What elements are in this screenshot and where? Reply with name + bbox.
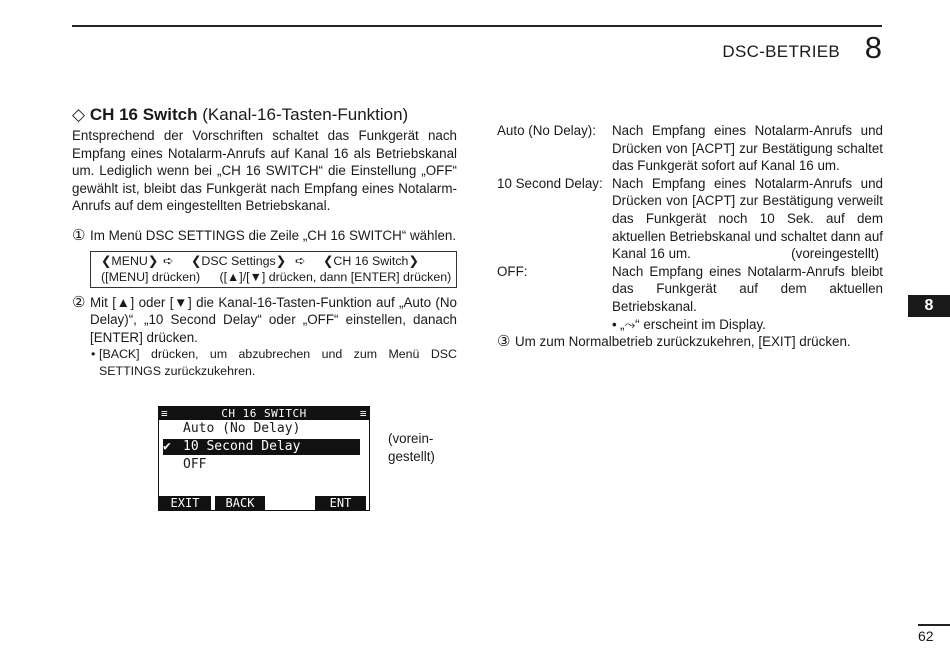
menu-path-box bbox=[90, 251, 457, 288]
option-desc: Nach Empfang eines Notalarm-Anrufs bleibt das Funkgerät auf dem aktuellen Betriebskanal. bbox=[612, 263, 883, 314]
off-bullet bbox=[612, 316, 883, 334]
menu-icon: ≡ bbox=[161, 407, 169, 420]
lcd-title: CH 16 SWITCH bbox=[221, 407, 307, 420]
preset-label: (voreingestellt) bbox=[791, 246, 879, 262]
lcd-softkeys bbox=[159, 496, 369, 510]
menu-icon: ≡ bbox=[359, 407, 367, 420]
checkmark-icon: ✔ bbox=[163, 439, 171, 454]
menu-action: ([MENU] drücken) bbox=[101, 269, 201, 284]
step-number: ① bbox=[72, 226, 86, 244]
softkey-ent: ENT bbox=[315, 496, 366, 510]
preset-note: (vorein- gestellt) bbox=[388, 431, 435, 464]
note-text: [BACK] drücken, um abzubrechen und zum Menü DSC SETTINGS zurückzukehren. bbox=[99, 347, 457, 378]
step-number: ③ bbox=[497, 333, 511, 351]
step-2-note bbox=[91, 346, 457, 379]
step-text: Um zum Normalbetrieb zurückzukehren, [EXIT] drücken. bbox=[515, 334, 851, 350]
softkey-back: BACK bbox=[215, 496, 265, 510]
option-desc: Nach Empfang eines Notalarm-Anrufs und Drücken von [ACPT] zur Bestätigung verweilt das Funkgerät noch 10 Sek. auf dem aktuellen Betriebskanal und schaltet dann auf Kanal 16 um. (voreingestellt) bbox=[612, 175, 883, 262]
menu-path-row bbox=[101, 253, 450, 269]
step-text: Im Menü DSC SETTINGS die Zeile „CH 16 SWITCH“ wählen. bbox=[90, 227, 457, 243]
lcd-option: OFF bbox=[183, 457, 207, 472]
option-auto bbox=[497, 122, 883, 175]
chapter-tab: 8 bbox=[908, 295, 950, 317]
step-number: ② bbox=[72, 293, 86, 311]
arrow-icon: ➪ bbox=[295, 253, 306, 268]
chapter-title: DSC-BETRIEB bbox=[722, 42, 840, 61]
step-3 bbox=[497, 333, 883, 351]
lcd-option-selected: ✔ 10 Second Delay bbox=[163, 439, 360, 455]
menu-item: ❮MENU❯ bbox=[101, 253, 159, 268]
menu-item: ❮DSC Settings❯ bbox=[191, 253, 287, 268]
lcd-screen bbox=[158, 406, 370, 511]
section-title-bold: CH 16 Switch bbox=[89, 105, 198, 124]
menu-action: ([▲]/[▼] drücken, dann [ENTER] drücken) bbox=[219, 269, 452, 284]
step-1 bbox=[72, 227, 457, 245]
left-column bbox=[72, 104, 457, 379]
section-title bbox=[72, 104, 457, 126]
off-bullet-text: „⤳“ erscheint im Display. bbox=[620, 316, 766, 332]
right-column bbox=[497, 122, 883, 351]
header-rule bbox=[72, 25, 882, 27]
page-number: 62 bbox=[918, 628, 934, 644]
section-title-rest: (Kanal-16-Tasten-Funktion) bbox=[197, 105, 409, 124]
chapter-number: 8 bbox=[864, 30, 882, 65]
lcd-title-bar bbox=[159, 407, 369, 420]
option-10s bbox=[497, 175, 883, 263]
arrow-icon: ➪ bbox=[163, 253, 174, 268]
diamond-icon: ◇ bbox=[72, 105, 86, 124]
menu-action-row bbox=[101, 269, 450, 285]
bullet: • bbox=[91, 347, 96, 362]
step-2 bbox=[72, 294, 457, 347]
intro-paragraph: Entsprechend der Vorschriften schaltet das Funkgerät nach Empfang eines Notalarm-Anrufs auf Kanal 16 als Betriebskanal um. Lediglich wenn bei „CH 16 SWITCH“ die Einstellung „OFF“ gewählt ist, bleibt das Funkgerät nach Empfang eines Notalarm-Anrufs auf dem eingestellten Betriebskanal. bbox=[72, 128, 457, 214]
menu-item: ❮CH 16 Switch❯ bbox=[323, 253, 419, 268]
softkey-exit: EXIT bbox=[159, 496, 211, 510]
step-text: Mit [▲] oder [▼] die Kanal-16-Tasten-Funktion auf „Auto (No Delay)“, „10 Second Delay“ oder „OFF“ einstellen, danach [ENTER] drücken. bbox=[90, 294, 457, 345]
lcd-option: Auto (No Delay) bbox=[183, 421, 301, 436]
option-key: OFF: bbox=[497, 263, 528, 279]
lcd-illustration bbox=[158, 406, 370, 511]
option-key: Auto (No Delay): bbox=[497, 123, 596, 138]
bullet: • bbox=[612, 316, 617, 332]
footer-rule bbox=[918, 624, 950, 626]
option-off bbox=[497, 263, 883, 316]
option-key: 10 Second Delay: bbox=[497, 175, 603, 191]
option-desc: Nach Empfang eines Notalarm-Anrufs und Drücken von [ACPT] zur Bestätigung schaltet das Funkgerät sofort auf Kanal 16 um. bbox=[612, 123, 883, 174]
